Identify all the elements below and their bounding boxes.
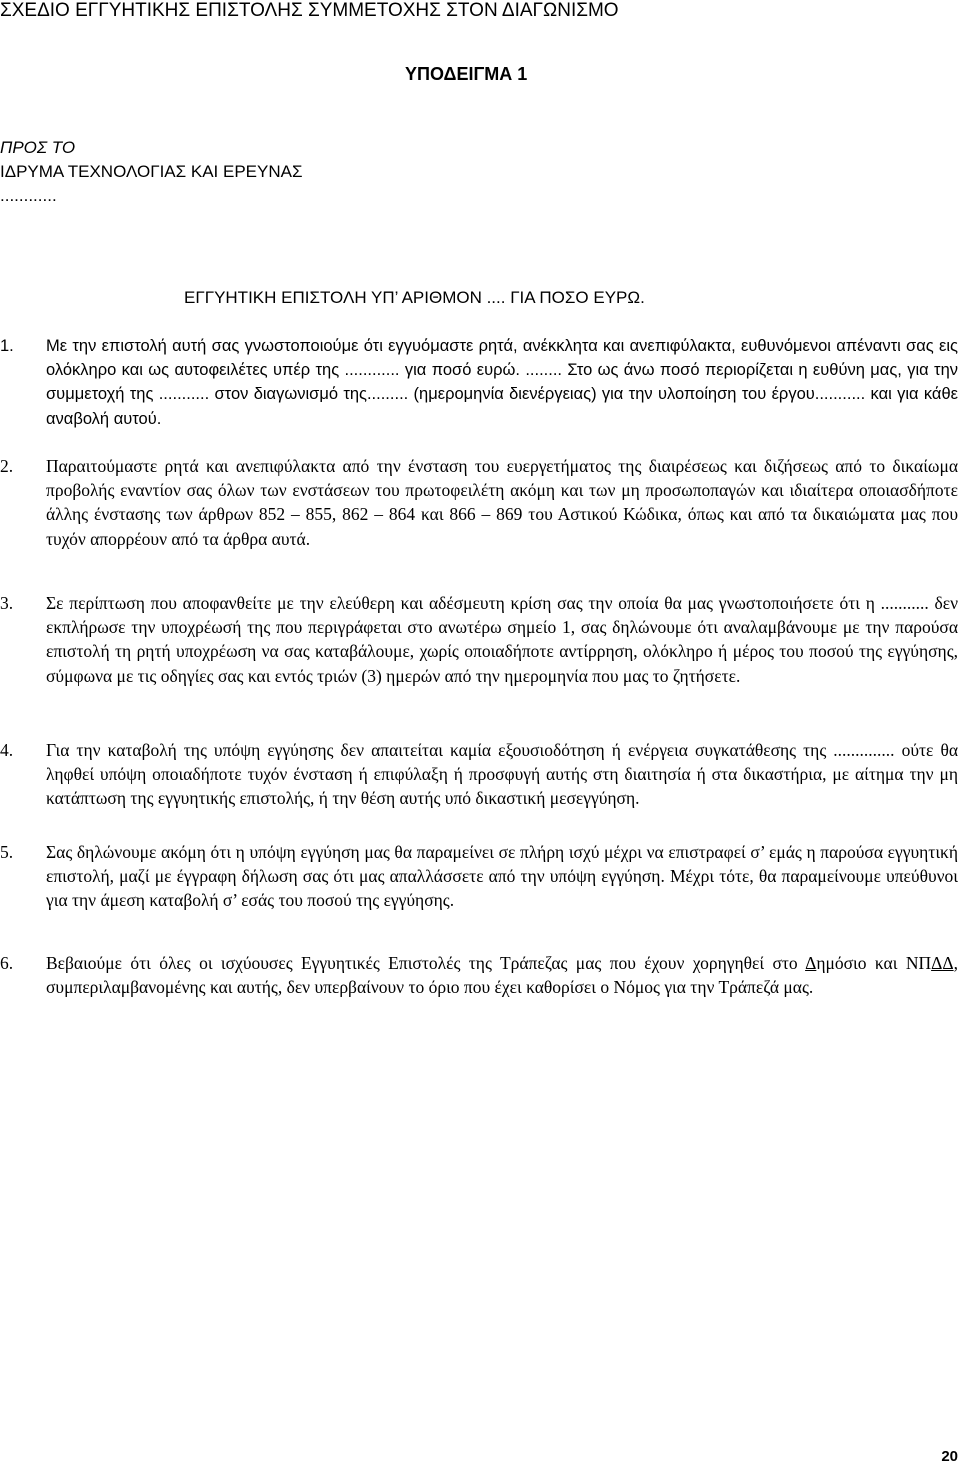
letter-reference: ΕΓΓΥΗΤΙΚΗ ΕΠΙΣΤΟΛΗ ΥΠ’ ΑΡΙΘΜΟΝ .... ΓΙΑ ΠΟΣΟ ΕΥΡΩ. — [184, 288, 645, 307]
recipient-line-2: ΙΔΡΥΜΑ ΤΕΧΝΟΛΟΓΙΑΣ ΚΑΙ ΕΡΕΥΝΑΣ — [0, 162, 303, 181]
paragraph-text-part: , συμπεριλαμβανομένης και αυτής, δεν υπερβαίνουν το όριο που έχει καθορίσει ο Νόμος για την Τράπεζά μας. — [46, 953, 958, 998]
example-heading: ΥΠΟΔΕΙΓΜΑ 1 — [405, 64, 528, 84]
paragraph-number: 1. — [0, 337, 14, 355]
recipient-line-1: ΠΡΟΣ ΤΟ — [0, 138, 76, 157]
paragraph-4 — [0, 738, 958, 811]
paragraph-number: 3. — [0, 593, 14, 613]
page-number: 20 — [941, 1448, 958, 1465]
paragraph-text: Σας δηλώνουμε ακόμη ότι η υπόψη εγγύηση μας θα παραμείνει σε πλήρη ισχύ μέχρι να επιστραφεί σ’ εμάς η παρούσα εγγυητική επιστολή, μαζί με έγγραφη δήλωση σας ότι μας απαλλάσσετε από την υπόψη εγγύηση. Μέχρι τότε, θα παραμείνουμε υπεύθυνοι για την άμεση καταβολή σ’ εσάς του ποσού της εγγύησης. — [46, 842, 958, 911]
underlined-text: ΔΔ — [931, 953, 954, 973]
paragraph-1 — [0, 334, 958, 431]
paragraph-text-part: ημόσιο και ΝΠ — [816, 953, 932, 973]
paragraph-6 — [0, 951, 958, 999]
paragraph-5 — [0, 840, 958, 913]
paragraph-text — [46, 951, 958, 999]
recipient-line-3: ............ — [0, 186, 57, 205]
paragraph-3 — [0, 591, 958, 688]
paragraph-text: Για την καταβολή της υπόψη εγγύησης δεν απαιτείται καμία εξουσιοδότηση ή ενέργεια συγκατάθεσης της .............. ούτε θα ληφθεί υπόψη οποιαδήποτε τυχόν ένσταση ή επιφύλαξη ή προσφυγή αυτής στη διαιτησία ή στα δικαστήρια, με αίτημα την μη κατάπτωση της εγγυητικής επιστολής, ή την θέση αυτής υπό δικαστική μεσεγγύηση. — [46, 740, 958, 809]
paragraph-text: Παραιτούμαστε ρητά και ανεπιφύλακτα από την ένσταση του ευεργετήματος της διαιρέσεως και διζήσεως από το δικαίωμα προβολής εναντίον σας όλων των ενστάσεων του πρωτοφειλέτη ακόμη και των μη προσωποπαγών και ιδιαίτερα οποιασδήποτε άλλης ένστασης των άρθρων 852 – 855, 862 – 864 και 866 – 869 του Αστικού Κώδικα, όπως και από τα δικαιώματα μας που τυχόν απορρέουν από τα άρθρα αυτά. — [46, 456, 958, 549]
paragraph-2 — [0, 454, 958, 551]
paragraph-number: 5. — [0, 842, 14, 862]
paragraph-text: Με την επιστολή αυτή σας γνωστοποιούμε ότι εγγυόμαστε ρητά, ανέκκλητα και ανεπιφύλακτα, ευθυνόμενοι απέναντι σας εις ολόκληρο και ως αυτοφειλέτες υπέρ της ............ για ποσό ευρώ. ........ Στο ως άνω ποσό περιορίζεται η ευθύνη μας, για την συμμετοχή της ........... στον διαγωνισμό της......... (ημερομηνία διενέργειας) για την υλοποίηση του έργου........... και για κάθε αναβολή αυτού. — [46, 337, 958, 428]
paragraph-number: 2. — [0, 456, 14, 476]
paragraph-number: 6. — [0, 953, 14, 973]
paragraph-number: 4. — [0, 740, 14, 760]
paragraph-text: Σε περίπτωση που αποφανθείτε με την ελεύθερη και αδέσμευτη κρίση σας την οποία θα μας γνωστοποιήσετε ότι η ........... δεν εκπλήρωσε την υποχρέωσή της που περιγράφεται στο ανωτέρω σημείο 1, σας δηλώνουμε ότι αναλαμβάνουμε με την παρούσα επιστολή τη ρητή υποχρέωση να σας καταβάλουμε, χωρίς οποιαδήποτε αντίρρηση, ολόκληρο ή μέρος του ποσού της εγγύησης, σύμφωνα με τις οδηγίες σας και εντός τριών (3) ημερών από την ημερομηνία που μας το ζητήσετε. — [46, 593, 958, 686]
paragraph-text-part: Βεβαιούμε ότι όλες οι ισχύουσες Εγγυητικές Επιστολές της Τράπεζας μας που έχουν χορηγηθεί στο — [46, 953, 806, 973]
document-title: ΣΧΕΔΙΟ ΕΓΓΥΗΤΙΚΗΣ ΕΠΙΣΤΟΛΗΣ ΣΥΜΜΕΤΟΧΗΣ ΣΤΟΝ ΔΙΑΓΩΝΙΣΜΟ — [0, 0, 619, 21]
underlined-text: Δ — [805, 953, 817, 973]
